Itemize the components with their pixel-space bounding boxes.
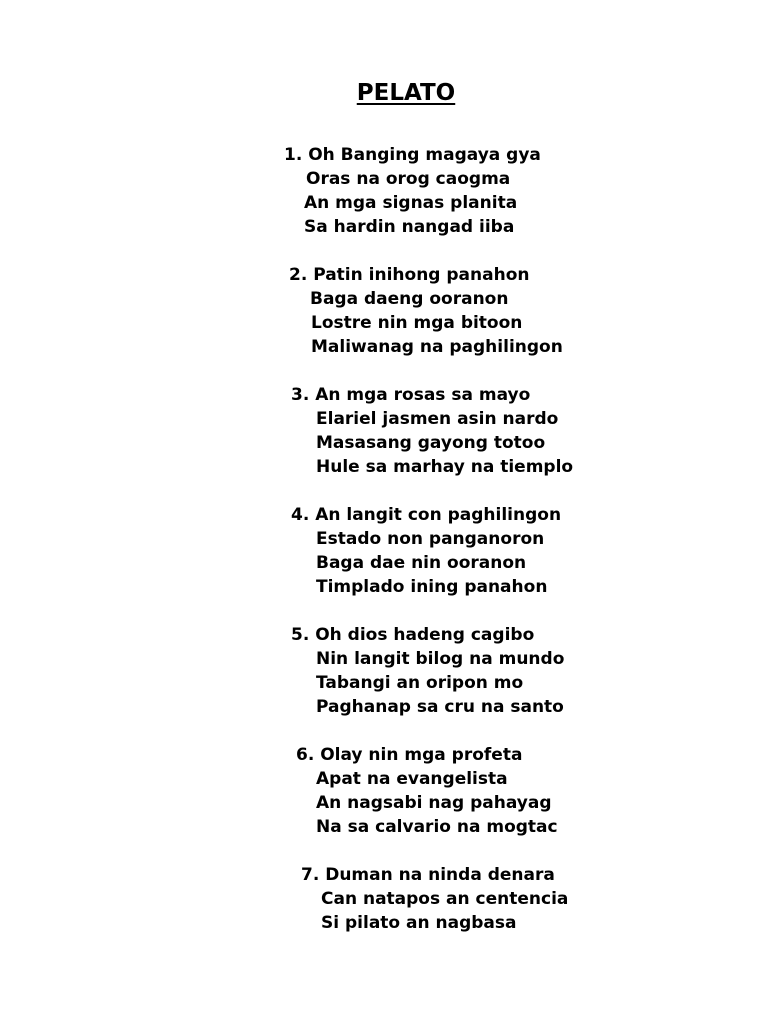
stanza-line: Hule sa marhay na tiemplo bbox=[316, 457, 574, 477]
stanza-line: 3. An mga rosas sa mayo bbox=[291, 385, 531, 405]
stanza-line: Tabangi an oripon mo bbox=[316, 673, 524, 693]
stanza-line: An mga signas planita bbox=[304, 193, 518, 213]
stanza-line: Maliwanag na paghilingon bbox=[311, 337, 563, 357]
stanza-line: 5. Oh dios hadeng cagibo bbox=[291, 625, 535, 645]
stanza-line: Oras na orog caogma bbox=[306, 169, 511, 189]
stanza-line: 4. An langit con paghilingon bbox=[291, 505, 562, 525]
stanza-line: An nagsabi nag pahayag bbox=[316, 793, 552, 813]
stanza-7 bbox=[301, 863, 568, 935]
stanza-line: Na sa calvario na mogtac bbox=[316, 817, 558, 837]
stanza-1 bbox=[284, 143, 541, 239]
stanza-line: Can natapos an centencia bbox=[321, 889, 569, 909]
stanza-line: Sa hardin nangad iiba bbox=[304, 217, 515, 237]
stanza-line: 6. Olay nin mga profeta bbox=[296, 745, 523, 765]
stanza-line: Estado non panganoron bbox=[316, 529, 545, 549]
stanza-line: Apat na evangelista bbox=[316, 769, 508, 789]
stanza-4 bbox=[291, 503, 561, 599]
stanza-line: Masasang gayong totoo bbox=[316, 433, 546, 453]
stanza-line: Baga dae nin ooranon bbox=[316, 553, 527, 573]
stanza-line: Elariel jasmen asin nardo bbox=[316, 409, 559, 429]
stanza-line: 2. Patin inihong panahon bbox=[289, 265, 530, 285]
stanza-line: Paghanap sa cru na santo bbox=[316, 697, 564, 717]
stanza-line: Lostre nin mga bitoon bbox=[311, 313, 523, 333]
stanza-line: 7. Duman na ninda denara bbox=[301, 865, 555, 885]
stanza-3 bbox=[291, 383, 573, 479]
stanza-line: Baga daeng ooranon bbox=[310, 289, 509, 309]
stanza-6 bbox=[296, 743, 558, 839]
stanza-2 bbox=[289, 263, 563, 359]
stanza-line: 1. Oh Banging magaya gya bbox=[284, 145, 541, 165]
stanza-line: Timplado ining panahon bbox=[316, 577, 548, 597]
page-title: PELATO bbox=[356, 80, 456, 106]
stanza-line: Si pilato an nagbasa bbox=[321, 913, 517, 933]
stanza-line: Nin langit bilog na mundo bbox=[316, 649, 565, 669]
stanza-5 bbox=[291, 623, 564, 719]
